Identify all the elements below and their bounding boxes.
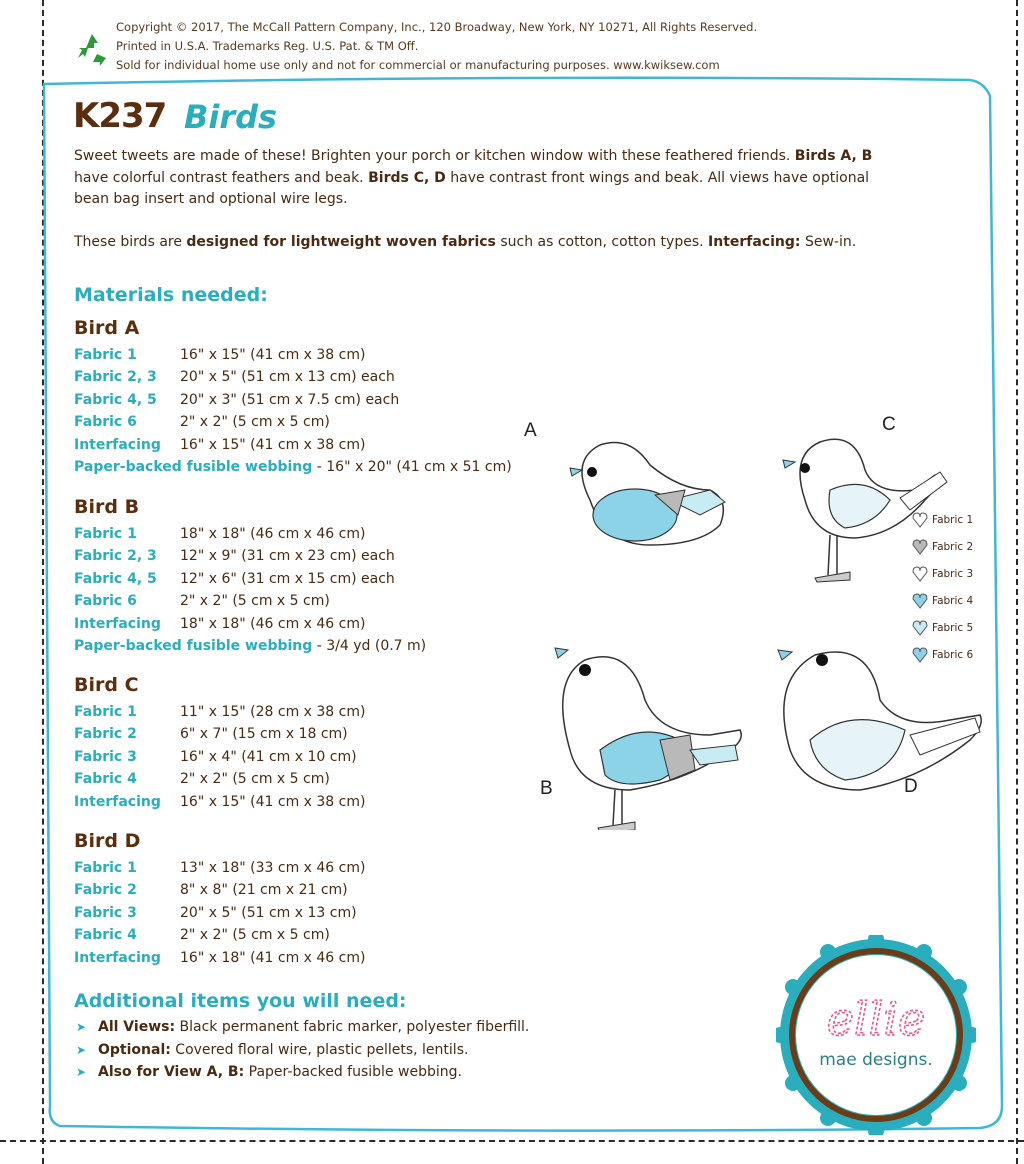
legend-item <box>912 641 973 668</box>
material-label: Interfacing <box>74 615 161 632</box>
material-row <box>74 411 534 433</box>
item-label: All Views: <box>98 1019 176 1035</box>
heart-icon <box>912 592 928 610</box>
legend-label: Fabric 1 <box>932 513 974 526</box>
material-row <box>74 768 534 790</box>
legend-item <box>912 587 973 614</box>
arrow-icon: ➤ <box>76 1042 87 1057</box>
material-label: Fabric 2, 3 <box>74 548 157 565</box>
material-row <box>74 723 534 745</box>
material-row <box>74 902 534 924</box>
material-value: 13" x 18" (33 cm x 46 cm) <box>180 860 366 876</box>
intro-paragraph-1 <box>74 146 874 211</box>
material-row <box>74 389 534 411</box>
material-row <box>74 635 534 657</box>
fabric-legend <box>912 506 973 668</box>
material-value: 2" x 2" (5 cm x 5 cm) <box>180 593 330 610</box>
material-value: 20" x 3" (51 cm x 7.5 cm) each <box>180 391 400 408</box>
bird-c-heading: Bird C <box>74 674 139 696</box>
paper-webbing-label: Paper-backed fusible webbing <box>74 637 313 654</box>
material-label: Fabric 2 <box>74 882 137 899</box>
bird-c-materials <box>74 671 534 813</box>
material-value: 20" x 5" (51 cm x 13 cm) <box>180 904 357 921</box>
paper-webbing-value: - 3/4 yd (0.7 m) <box>312 637 427 654</box>
material-label: Fabric 6 <box>74 593 137 610</box>
material-value: 20" x 5" (51 cm x 13 cm) each <box>180 369 395 386</box>
item-text: Covered floral wire, plastic pellets, lentils. <box>170 1041 469 1058</box>
view-label-d: D <box>904 776 918 797</box>
material-value: 2" x 2" (5 cm x 5 cm) <box>180 414 330 431</box>
pattern-title: Birds <box>184 98 278 136</box>
bird-d-materials <box>74 827 534 969</box>
heart-icon <box>912 646 928 664</box>
legend-label: Fabric 4 <box>932 594 974 607</box>
material-row <box>74 456 534 478</box>
intro-p1-e: have contrast front wings and beak. All views have optional bean bag insert and optional wire legs. <box>74 169 870 207</box>
material-row <box>74 590 534 612</box>
material-value: 8" x 8" (21 cm x 21 cm) <box>180 882 348 899</box>
view-label-c: C <box>882 414 896 435</box>
material-label: Fabric 1 <box>74 526 137 542</box>
material-value: 12" x 6" (31 cm x 15 cm) each <box>180 570 395 587</box>
material-value: 16" x 15" (41 cm x 38 cm) <box>180 436 366 453</box>
ellie-mae-logo <box>776 935 976 1135</box>
material-value: 11" x 15" (28 cm x 38 cm) <box>180 704 366 720</box>
bird-a-illustration <box>570 443 725 546</box>
material-label: Fabric 4, 5 <box>74 570 157 587</box>
material-row <box>74 947 534 969</box>
intro-p2-b: designed for lightweight woven fabrics <box>186 233 496 250</box>
view-label-a: A <box>524 420 537 441</box>
material-value: 2" x 2" (5 cm x 5 cm) <box>180 927 330 944</box>
copyright-block <box>116 18 816 75</box>
intro-p1-c: have colorful contrast feathers and beak. <box>74 169 369 186</box>
item-text: Black permanent fabric marker, polyester fiberfill. <box>175 1019 530 1035</box>
material-label: Fabric 1 <box>74 347 137 363</box>
intro-p1-d: Birds C, D <box>368 169 446 186</box>
bird-b-heading: Bird B <box>74 496 140 518</box>
materials-heading: Materials needed: <box>74 284 268 306</box>
material-label: Fabric 3 <box>74 748 137 765</box>
material-row <box>74 879 534 901</box>
intro-p2-e: Sew-in. <box>800 233 857 250</box>
copyright-line-1: Copyright © 2017, The McCall Pattern Company, Inc., 120 Broadway, New York, NY 10271, All Rights Reserved. <box>116 20 758 34</box>
material-row <box>74 545 534 567</box>
material-label: Fabric 4 <box>74 927 137 944</box>
intro-p2-c: such as cotton, cotton types. <box>495 233 709 250</box>
copyright-line-3: Sold for individual home use only and not for commercial or manufacturing purposes. www.kwiksew.com <box>116 58 720 72</box>
material-label: Fabric 2 <box>74 726 137 743</box>
paper-webbing-label: Paper-backed fusible webbing <box>74 458 313 475</box>
material-row <box>74 366 534 388</box>
material-row <box>74 857 534 879</box>
material-row <box>74 791 534 813</box>
material-row <box>74 613 534 635</box>
bird-b-materials <box>74 493 534 657</box>
material-value: 18" x 18" (46 cm x 46 cm) <box>180 526 366 542</box>
view-label-b: B <box>540 778 553 799</box>
item-text: Paper-backed fusible webbing. <box>244 1064 462 1080</box>
pattern-number: K237 <box>73 96 167 136</box>
material-value: 18" x 18" (46 cm x 46 cm) <box>180 615 366 632</box>
material-row <box>74 746 534 768</box>
material-value: 16" x 15" (41 cm x 38 cm) <box>180 793 366 810</box>
material-label: Fabric 2, 3 <box>74 369 157 386</box>
intro-text <box>74 146 874 253</box>
heart-icon <box>912 511 928 529</box>
intro-p1-b: Birds A, B <box>794 148 873 164</box>
bird-d-illustration <box>778 650 981 790</box>
list-item <box>76 1016 529 1039</box>
material-row <box>74 434 534 456</box>
logo-sub: mae designs. <box>819 1050 933 1070</box>
intro-paragraph-2 <box>74 232 874 254</box>
arrow-icon: ➤ <box>76 1020 87 1034</box>
legend-item <box>912 506 973 533</box>
material-value: 2" x 2" (5 cm x 5 cm) <box>180 771 330 788</box>
material-row <box>74 701 534 723</box>
list-item <box>76 1039 529 1062</box>
arrow-icon: ➤ <box>76 1065 87 1079</box>
bird-b-illustration <box>555 648 741 830</box>
item-label: Also for View A, B: <box>98 1064 245 1080</box>
material-value: 16" x 18" (41 cm x 46 cm) <box>180 949 366 966</box>
legend-item <box>912 533 973 560</box>
material-value: 16" x 15" (41 cm x 38 cm) <box>180 347 366 363</box>
logo-script: ellie <box>826 992 926 1046</box>
material-value: 16" x 4" (41 cm x 10 cm) <box>180 748 357 765</box>
additional-list <box>76 1016 529 1084</box>
bird-a-materials <box>74 314 534 478</box>
material-label: Interfacing <box>74 793 161 810</box>
bird-d-heading: Bird D <box>74 830 141 852</box>
material-row <box>74 344 534 366</box>
material-label: Fabric 4 <box>74 771 137 788</box>
legend-label: Fabric 6 <box>932 648 974 661</box>
material-label: Interfacing <box>74 949 161 966</box>
copyright-line-2: Printed in U.S.A. Trademarks Reg. U.S. Pat. & TM Off. <box>116 39 419 53</box>
cut-line-right <box>1016 0 1018 1164</box>
intro-p2-d: Interfacing: <box>708 233 801 250</box>
cut-line-bottom <box>0 1140 1024 1142</box>
material-value: 12" x 9" (31 cm x 23 cm) each <box>180 548 395 565</box>
intro-p2-a: These birds are <box>74 233 187 250</box>
material-label: Fabric 6 <box>74 414 137 431</box>
additional-heading: Additional items you will need: <box>74 990 407 1012</box>
material-row <box>74 568 534 590</box>
legend-item <box>912 560 973 587</box>
intro-p1-a: Sweet tweets are made of these! Brighten your porch or kitchen window with these feathered friends. <box>74 148 795 164</box>
material-row <box>74 924 534 946</box>
heart-icon <box>912 619 928 637</box>
heart-icon <box>912 565 928 583</box>
material-label: Interfacing <box>74 436 161 453</box>
heart-icon <box>912 538 928 556</box>
bird-a-heading: Bird A <box>74 317 140 339</box>
legend-label: Fabric 3 <box>932 567 974 580</box>
material-label: Fabric 1 <box>74 860 137 876</box>
legend-item <box>912 614 973 641</box>
item-label: Optional: <box>98 1041 171 1058</box>
material-label: Fabric 1 <box>74 704 137 720</box>
material-row <box>74 523 534 545</box>
material-label: Fabric 3 <box>74 904 137 921</box>
material-value: 6" x 7" (15 cm x 18 cm) <box>180 726 348 743</box>
paper-webbing-value: - 16" x 20" (41 cm x 51 cm) <box>312 458 512 475</box>
legend-label: Fabric 5 <box>932 621 974 634</box>
list-item <box>76 1061 529 1084</box>
legend-label: Fabric 2 <box>932 540 974 553</box>
material-label: Fabric 4, 5 <box>74 391 157 408</box>
recycle-icon <box>72 30 112 70</box>
